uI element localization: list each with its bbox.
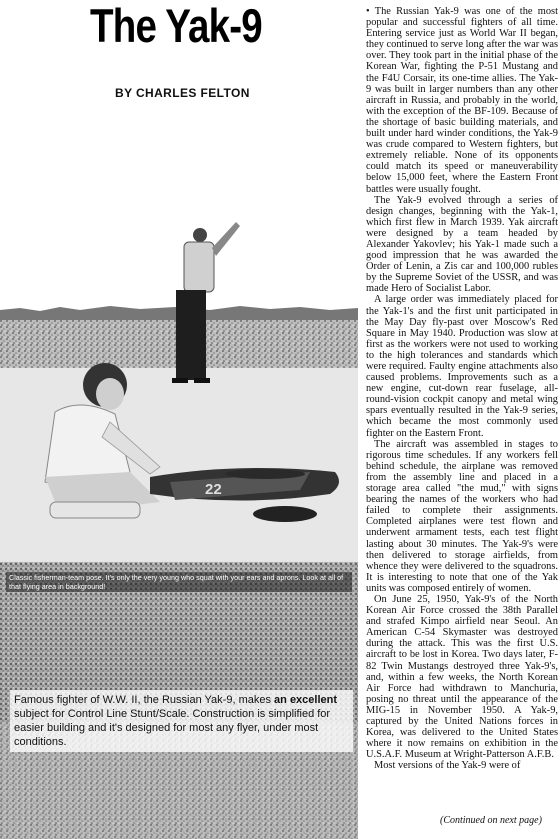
caption-part-1: Famous fighter of W.W. II, the Russian Yak-9, makes bbox=[14, 694, 271, 706]
body-paragraph: The Yak-9 evolved through a series of design changes, beginning with the Yak-1, which first flew in March 1939. Yak aircraft were designed by a team headed by Alexander Yakovlev; his Yak-1 made such a good impression that he was awarded the Order of Lenin, a Zis car and 100,000 rubles by the Supreme Soviet of the USSR, and was made Hero of Socialist Labor. bbox=[366, 194, 558, 295]
photo-caption-small: Classic fisherman-team pose. It's only the very young who squat with your ears and aprons. Look at all of that flying area in background! bbox=[6, 572, 352, 592]
photo-caption-main bbox=[10, 690, 353, 752]
caption-part-2: subject for Control Line Stunt/Scale. Construction is simplified for easier building and it's designed for most any flyer, under most conditions. bbox=[14, 708, 331, 748]
article-body bbox=[366, 6, 558, 771]
body-paragraph: • The Russian Yak-9 was one of the most popular and successful fighters of all time. Entering service just as World War II began, they continued to serve long after the war was over. They took part in the initial phase of the Korean War, fighting the P-51 Mustang and the F4U Corsair, its one-time allies. The Yak-9 was built in larger numbers than any other aircraft in Russia, and probably in the world, with the exception of the BF-109. Because of the shortage of basic building materials, and built under hard winder conditions, the Yak-9 was crude compared to Western fighters, but extremely reliable. None of its opponents could match its speed or maneuverability below 15,000 feet, where the Eastern Front battles were usually fought. bbox=[366, 6, 558, 195]
article-title: The Yak-9 bbox=[90, 0, 262, 52]
body-paragraph: Most versions of the Yak-9 were of bbox=[374, 760, 521, 772]
byline: BY CHARLES FELTON bbox=[115, 86, 250, 100]
body-paragraph: On June 25, 1950, Yak-9's of the North Korean Air Force crossed the 38th Parallel and strafed Kimpo airfield near Seoul. An American C-54 Skymaster was destroyed during the attack. This was the first U.S. aircraft to be lost in Korea. Two days later, F-82 Twin Mustangs destroyed three Yak-9's, and, within a few weeks, the North Korean Air Force had withdrawn to Manchuria, posing no threat until the appearance of the MIG-15 in November 1950. A Yak-9, captured by the United Nations forces in Korea, was delivered to the United States where it now remains on exhibition in the U.S.A.F. Museum at Wright-Patterson A.F.B. bbox=[366, 593, 558, 761]
plane-number: 22 bbox=[205, 481, 222, 498]
caption-bold: an excellent bbox=[274, 694, 338, 706]
continued-note: (Continued on next page) bbox=[440, 815, 542, 826]
body-paragraph: A large order was immediately placed for the Yak-1's and the first unit participated in the May Day fly-past over Moscow's Red Square in May 1940. Production was slow at first as the workers were not used to working to the high tolerances and standards which were required. Faulty engine attachments also caused problems. Improvements such as a new engine, cut-down rear fuselage, all-round-vision cockpit canopy and metal wing spars eventually resulted in the Yak-9 series, which became the most commonly used fighter on the Eastern Front. bbox=[366, 294, 558, 439]
body-paragraph: The aircraft was assembled in stages to rigorous time schedules. If any workers fell behind schedule, the airplane was removed from the assembly line and placed in a storage area called "the mud," with signs bearing the names of the workers who had failed to complete their assignments. Completed airplanes were test flown and underwent armament tests, each test flight lasting about 30 minutes. The Yak-9's were then delivered to storage airfields, from whence they were delivered to the squadrons. It is interesting to note that one of the Yak units was composed entirely of women. bbox=[366, 438, 558, 594]
